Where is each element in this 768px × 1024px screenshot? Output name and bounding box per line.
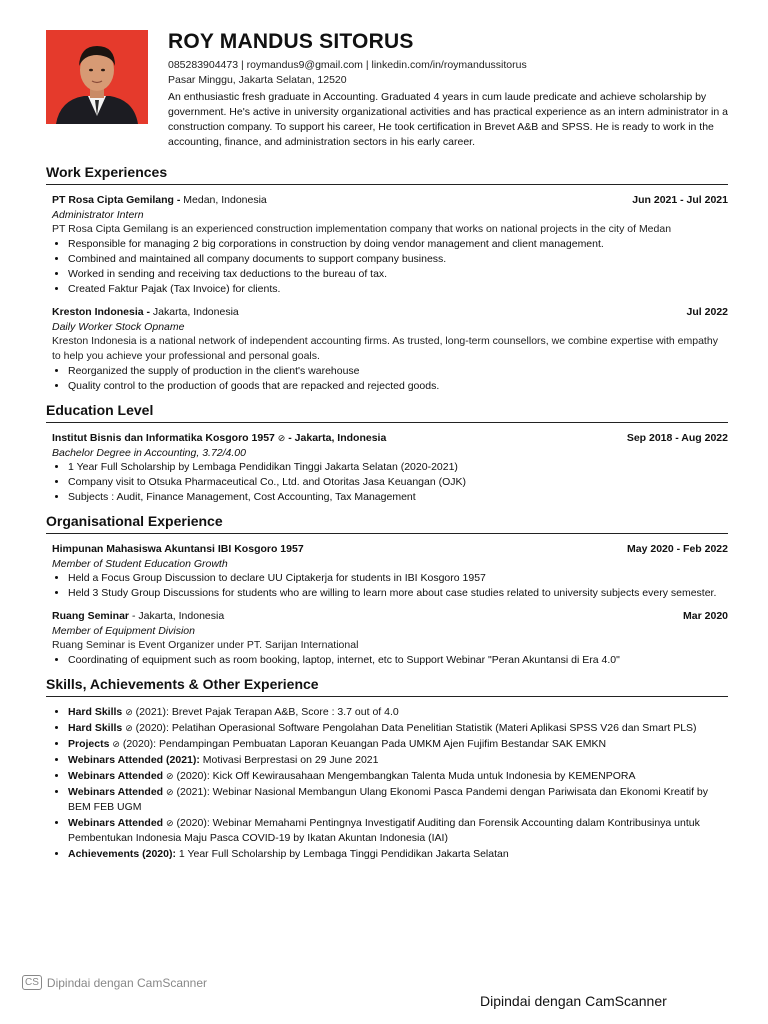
section-title: Work Experiences (46, 164, 728, 185)
skill-label: Achievements (2020): (68, 848, 176, 860)
education-section (46, 402, 728, 505)
work-section (46, 164, 728, 394)
entry-location: - Jakarta, Indonesia (285, 432, 387, 444)
profile-summary: An enthusiastic fresh graduate in Accounting. Graduated 4 years in cum laude predicate and achieve scholarship by government. He's active in university organizational activities and has practical experience as an intern administrator in a construction company. To support his career, He took certification in Brevet A&B and SPSS. He is ready to work in the accounting, finance, and administration sectors in his early career. (168, 91, 728, 148)
entry-role: Daily Worker Stock Opname (52, 321, 185, 333)
entry-location: Medan, Indonesia (180, 194, 267, 206)
bullet-item: • Quality control to the production of goods that are repacked and rejected goods. (68, 379, 728, 394)
skill-item (68, 721, 728, 736)
skill-label: Hard Skills (68, 722, 123, 734)
entry-description: Kreston Indonesia is a national network of independent accounting firms. As trusted, long-term counsellors, we combine expertise with empathy to help you achieve your professional and personal goals. (52, 335, 718, 362)
contact-line: 085283904473 | roymandus9@gmail.com | linkedin.com/in/roymandussitorus (168, 59, 527, 71)
bullet-item: • Worked in sending and receiving tax deductions to the bureau of tax. (68, 267, 728, 282)
bullet-item: • Reorganized the supply of production in the client's warehouse (68, 364, 728, 379)
skill-detail: Motivasi Berprestasi on 29 June 2021 (199, 754, 379, 766)
candidate-name: ROY MANDUS SITORUS (168, 30, 414, 53)
skills-list (52, 705, 728, 862)
camscanner-watermark (22, 975, 207, 990)
entry-role: Bachelor Degree in Accounting, 3.72/4.00 (52, 447, 246, 459)
organisation-entry (52, 542, 728, 601)
entry-head (52, 193, 728, 208)
skill-detail: (2021): Brevet Pajak Terapan A&B, Score : 3.7 out of 4.0 (132, 706, 399, 718)
entry-bullets (52, 460, 728, 505)
entry-org-line (52, 609, 224, 624)
check-icon: ⊘ (277, 433, 286, 443)
resume-header (168, 30, 728, 150)
skill-label: Webinars Attended (68, 817, 164, 829)
entry-head (52, 542, 728, 557)
skill-detail: (2021): Webinar Nasional Membangun Ulang Ekonomi Pasca Pandemi dengan Pariwisata dan Ekonomi Kreatif by BEM FEB UGM (68, 786, 709, 813)
entry-org-line (52, 431, 386, 446)
entry-date: Sep 2018 - Aug 2022 (626, 432, 728, 444)
work-entry (52, 305, 728, 394)
portrait-illustration (46, 30, 148, 124)
check-icon: ⊘ (112, 739, 120, 749)
entry-org-line (52, 542, 304, 557)
entry-org-line (52, 305, 239, 320)
skill-item (68, 816, 728, 846)
entry-bullets (52, 237, 728, 297)
entry-bullets (52, 571, 728, 601)
skill-label: Projects (68, 738, 110, 750)
skill-detail: 1 Year Full Scholarship by Lembaga Tinggi Pendidikan Jakarta Selatan (175, 848, 509, 860)
entry-date: Jul 2022 (686, 306, 728, 318)
resume-body (46, 164, 728, 870)
skill-item (68, 847, 728, 862)
section-title: Education Level (46, 402, 728, 423)
entry-role: Administrator Intern (52, 209, 144, 221)
organisation-entry (52, 609, 728, 668)
bullet-item: • Company visit to Otsuka Pharmaceutical Co., Ltd. and Otoritas Jasa Keuangan (OJK) (68, 475, 728, 490)
entry-bullets (52, 364, 728, 394)
entry-date: Jun 2021 - Jul 2021 (632, 194, 728, 206)
entry-date: May 2020 - Feb 2022 (627, 543, 728, 555)
entry-description: PT Rosa Cipta Gemilang is an experienced construction implementation company that works on national projects in the city of Medan (52, 223, 672, 235)
bullet-item: • Created Faktur Pajak (Tax Invoice) for clients. (68, 282, 728, 297)
bullet-item: • Responsible for managing 2 big corporations in construction by doing vendor management and client management. (68, 237, 728, 252)
profile-photo (46, 30, 148, 124)
section-title: Organisational Experience (46, 513, 728, 534)
bullet-item: • Held a Focus Group Discussion to declare UU Ciptakerja for students in IBI Kosgoro 1957 (68, 571, 728, 586)
skill-label: Webinars Attended (2021): (68, 754, 200, 766)
education-entry (52, 431, 728, 505)
camscanner-logo-icon: CS (22, 975, 42, 990)
entry-org: Himpunan Mahasiswa Akuntansi IBI Kosgoro 1957 (52, 543, 304, 555)
check-icon: ⊘ (125, 707, 133, 717)
entry-head (52, 431, 728, 446)
skill-item (68, 753, 728, 768)
entry-head (52, 305, 728, 320)
entry-org: Institut Bisnis dan Informatika Kosgoro 1957 (52, 432, 275, 444)
skill-detail: (2020): Kick Off Kewirausahaan Mengembangkan Talenta Muda untuk Indonesia by KEMENPORA (173, 770, 636, 782)
entry-org: Ruang Seminar (52, 610, 130, 622)
camscanner-text: Dipindai dengan CamScanner (46, 975, 208, 990)
address-line: Pasar Minggu, Jakarta Selatan, 12520 (168, 74, 347, 86)
skill-label: Webinars Attended (68, 786, 164, 798)
skill-item (68, 705, 728, 720)
entry-role: Member of Equipment Division (52, 625, 195, 637)
organisation-section (46, 513, 728, 668)
bullet-item: • Subjects : Audit, Finance Management, Cost Accounting, Tax Management (68, 490, 728, 505)
work-entry (52, 193, 728, 297)
skill-label: Webinars Attended (68, 770, 164, 782)
skill-item (68, 785, 728, 815)
entry-role: Member of Student Education Growth (52, 558, 228, 570)
bullet-item: • 1 Year Full Scholarship by Lembaga Pendidikan Tinggi Jakarta Selatan (2020-2021) (68, 460, 728, 475)
bullet-item: • Held 3 Study Group Discussions for students who are willing to learn more about case studies related to university subjects every semester. (68, 586, 728, 601)
skill-label: Hard Skills (68, 706, 123, 718)
check-icon: ⊘ (166, 787, 174, 797)
entry-org: Kreston Indonesia - (52, 306, 151, 318)
camscanner-footer-text: Dipindai dengan CamScanner (480, 993, 667, 1009)
skill-detail: (2020): Webinar Memahami Pentingnya Investigatif Auditing dan Forensik Accounting dalam Kontribusinya untuk Pembentukan Indonesia Maju Pasca COVID-19 by Ikatan Akuntan Indonesia (IAI) (68, 817, 700, 844)
entry-description: Ruang Seminar is Event Organizer under PT. Sarijan International (52, 639, 359, 651)
entry-org: PT Rosa Cipta Gemilang - (52, 194, 181, 206)
entry-head (52, 609, 728, 624)
skill-item (68, 769, 728, 784)
skill-item (68, 737, 728, 752)
entry-org-line (52, 193, 267, 208)
entry-location: - Jakarta, Indonesia (129, 610, 225, 622)
check-icon: ⊘ (166, 818, 174, 828)
bullet-item: • Coordinating of equipment such as room booking, laptop, internet, etc to Support Webinar "Peran Akuntansi di Era 4.0" (68, 653, 728, 668)
entry-bullets (52, 653, 728, 668)
skill-detail: (2020): Pendampingan Pembuatan Laporan Keuangan Pada UMKM Ajen Fujifim Bestandar SAK EMKN (119, 738, 607, 750)
bullet-item: • Combined and maintained all company documents to support company business. (68, 252, 728, 267)
skills-section (46, 676, 728, 862)
check-icon: ⊘ (166, 771, 174, 781)
skill-detail: (2020): Pelatihan Operasional Software Pengolahan Data Penelitian Statistik (Materi Aplikasi SPSS V26 dan Smart PLS) (132, 722, 697, 734)
entry-location: Jakarta, Indonesia (150, 306, 239, 318)
entry-date: Mar 2020 (683, 610, 728, 622)
section-title: Skills, Achievements & Other Experience (46, 676, 728, 697)
check-icon: ⊘ (125, 723, 133, 733)
